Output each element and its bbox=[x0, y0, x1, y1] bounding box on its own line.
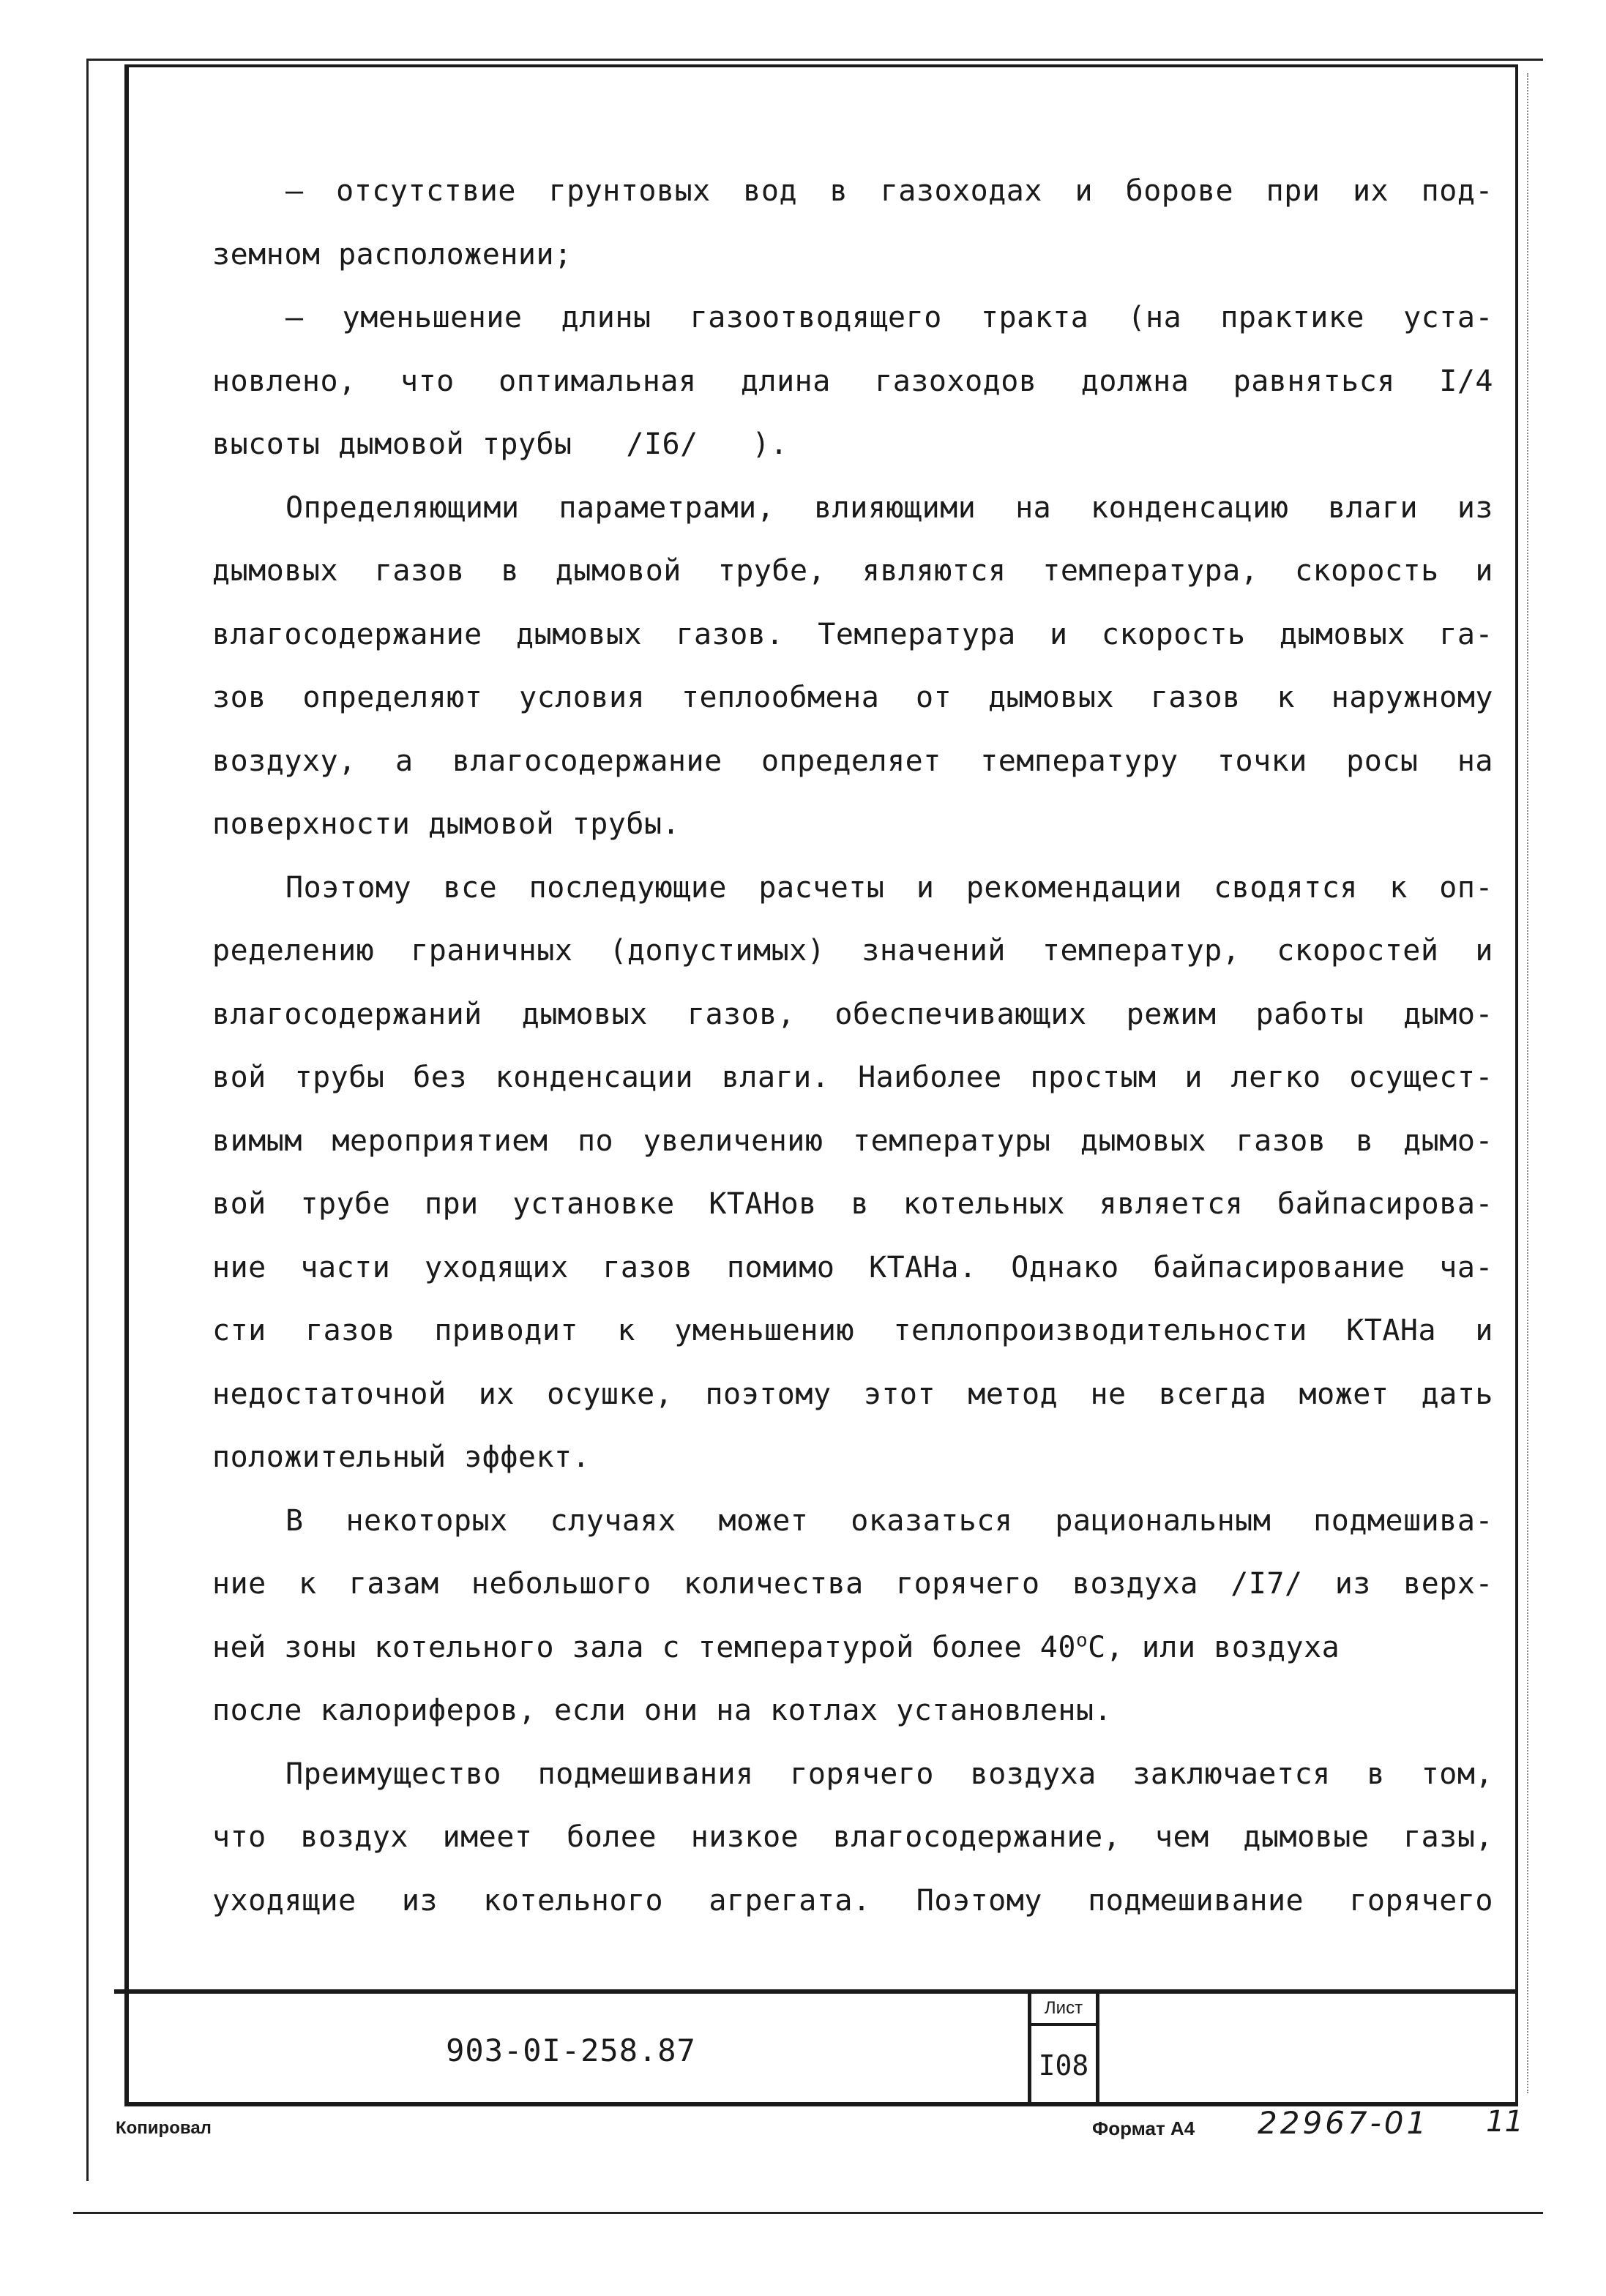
text-line: – отсутствие грунтовых вод в газоходах и борове при их под- bbox=[285, 174, 1493, 208]
text-line: вой трубы без конденсации влаги. Наиболее простым и легко осущест- bbox=[212, 1061, 1493, 1094]
text-line: новлено, что оптимальная длина газоходов должна равняться I/4 bbox=[212, 364, 1493, 398]
text-line-start: ней зоны котельного зала с температурой более 40 bbox=[212, 1630, 1076, 1664]
sheet-left-edge bbox=[86, 59, 89, 2181]
copied-by-label: Копировал bbox=[116, 2118, 212, 2138]
text-line: ние к газам небольшого количества горячего воздуха /I7/ из верх- bbox=[212, 1567, 1493, 1601]
sheet-number-cell bbox=[1028, 1994, 1099, 2106]
text-line: – уменьшение длины газоотводящего тракта (на практике уста- bbox=[285, 301, 1493, 334]
text-line: что воздух имеет более низкое влагосодержание, чем дымовые газы, bbox=[212, 1820, 1493, 1854]
text-line: положительный эффект. bbox=[212, 1440, 591, 1474]
binding-edge-marks bbox=[1527, 73, 1540, 2093]
text-line-end: С, или воздуха bbox=[1088, 1630, 1340, 1664]
text-line: дымовых газов в дымовой трубе, являются температура, скорость и bbox=[212, 554, 1493, 588]
document-body bbox=[212, 160, 1493, 1932]
text-line: вимым мероприятием по увеличению температуры дымовых газов в дымо- bbox=[212, 1123, 1493, 1158]
text-line: после калориферов, если они на котлах установлены. bbox=[212, 1694, 1113, 1727]
text-line: вой трубе при установке КТАНов в котельных является байпасирова- bbox=[212, 1187, 1493, 1221]
text-line: высоты дымовой трубы /I6/ ). bbox=[212, 427, 788, 461]
handwritten-mark: 11 bbox=[1486, 2105, 1523, 2139]
text-line: ние части уходящих газов помимо КТАНа. Однако байпасирование ча- bbox=[212, 1250, 1493, 1285]
text-line: уходящие из котельного агрегата. Поэтому подмешивание горячего bbox=[212, 1883, 1493, 1918]
text-line: влагосодержаний дымовых газов, обеспечивающих режим работы дымо- bbox=[212, 997, 1493, 1031]
sheet-number: I08 bbox=[1038, 2049, 1089, 2082]
degree-sign: о bbox=[1075, 1629, 1088, 1652]
text-line: недостаточной их осушке, поэтому этот метод не всегда может дать bbox=[212, 1377, 1493, 1411]
text-line: ределению граничных (допустимых) значений температур, скоростей и bbox=[212, 934, 1493, 968]
title-block bbox=[114, 1989, 1518, 2106]
sheet-bottom-edge bbox=[73, 2212, 1543, 2214]
text-line: влагосодержание дымовых газов. Температура и скорость дымовых га- bbox=[212, 617, 1493, 651]
inventory-number: 22967-01 bbox=[1258, 2105, 1430, 2141]
text-line: воздуху, а влагосодержание определяет температуру точки росы на bbox=[212, 744, 1493, 778]
text-line: В некоторых случаях может оказаться рациональным подмешива- bbox=[285, 1503, 1493, 1538]
sheet-label: Лист bbox=[1031, 1994, 1096, 2026]
text-line: Поэтому все последующие расчеты и рекомендации сводятся к оп- bbox=[285, 870, 1493, 905]
text-line: земном расположении; bbox=[212, 237, 572, 272]
sheet-top-edge bbox=[86, 59, 1543, 61]
text-line: зов определяют условия теплообмена от дымовых газов к наружному bbox=[212, 681, 1493, 714]
format-label: Формат А4 bbox=[1092, 2117, 1195, 2139]
text-line: поверхности дымовой трубы. bbox=[212, 807, 681, 841]
text-line: Преимущество подмешивания горячего воздуха заключается в том, bbox=[285, 1757, 1493, 1791]
text-line: сти газов приводит к уменьшению теплопроизводительности КТАНа и bbox=[212, 1314, 1493, 1347]
document-designation: 903-0I-258.87 bbox=[446, 2032, 696, 2068]
text-line: Определяющими параметрами, влияющими на конденсацию влаги из bbox=[285, 490, 1493, 525]
text-line bbox=[212, 1616, 1493, 1680]
